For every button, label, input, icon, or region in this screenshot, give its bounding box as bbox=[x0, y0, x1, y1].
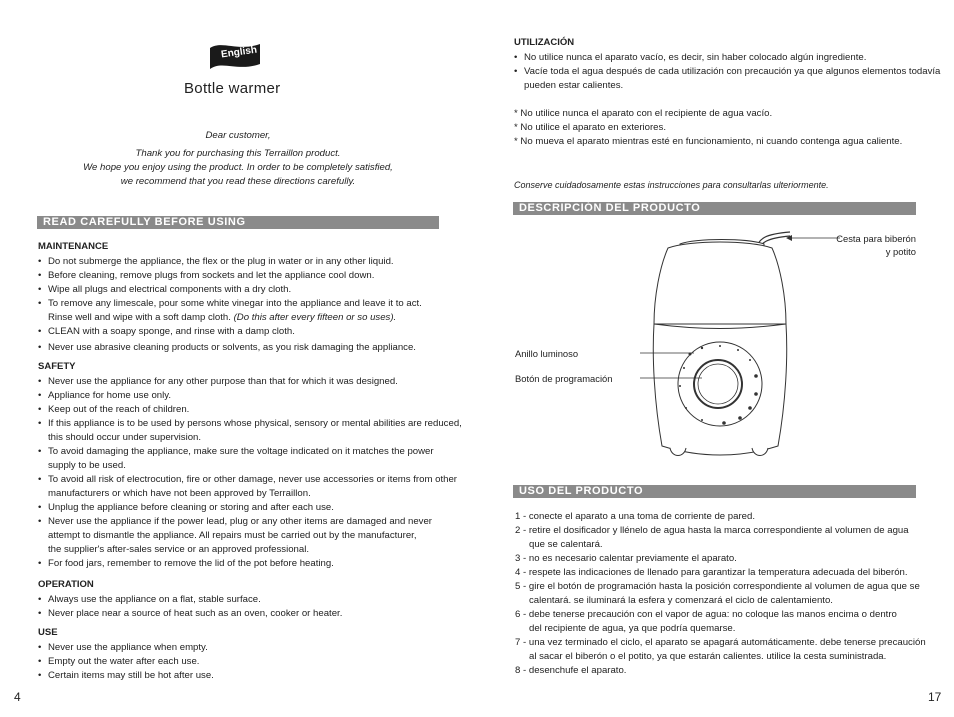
step-line: 7 - una vez terminado el ciclo, el aparato se apagará automáticamente. debe tenerse precaución bbox=[515, 637, 926, 648]
list-item: • No utilice nunca el aparato vacío, es decir, sin haber colocado algún ingrediente. bbox=[514, 51, 940, 65]
list-item: • To avoid damaging the appliance, make sure the voltage indicated on it matches the power supply to be used. bbox=[38, 445, 462, 473]
list-item: • CLEAN with a soapy sponge, and rinse with a damp cloth. bbox=[38, 325, 416, 339]
safety-heading: SAFETY bbox=[38, 361, 76, 372]
bottle-warmer-illustration bbox=[640, 226, 800, 466]
step-line: calentará. se iluminará la esfera y comenzará el ciclo de calentamiento. bbox=[529, 595, 833, 606]
label-basket-line1: Cesta para biberón bbox=[836, 233, 916, 244]
section-bar-descripcion: DESCRIPCIÓN DEL PRODUCTO bbox=[513, 202, 916, 215]
list-item: • Wipe all plugs and electrical components with a dry cloth. bbox=[38, 283, 422, 297]
utilizacion-list bbox=[514, 51, 940, 93]
water-tank bbox=[654, 242, 786, 324]
operation-list bbox=[38, 593, 342, 621]
keep-instructions-note: Conserve cuidadosamente estas instrucciones para consultarlas ulteriormente. bbox=[514, 180, 829, 190]
label-basket bbox=[816, 232, 916, 258]
limescale-italic-note: (Do this after every fifteen or so uses). bbox=[233, 312, 397, 323]
limescale-text: Rinse well and wipe with a soft damp cloth. bbox=[48, 312, 231, 323]
list-item: • Never use abrasive cleaning products or solvents, as you risk damaging the appliance. bbox=[38, 341, 416, 355]
safety-list bbox=[38, 375, 462, 571]
step-line: 2 - retire el dosificador y llénelo de agua hasta la marca correspondiente al volumen de agua bbox=[515, 525, 909, 536]
list-item: • Always use the appliance on a flat, stable surface. bbox=[38, 593, 342, 607]
list-item: • Never use the appliance for any other purpose than that for which it was designed. bbox=[38, 375, 462, 389]
label-basket-line2: y potito bbox=[885, 246, 916, 257]
step-line: 3 - no es necesario calentar previamente el aparato. bbox=[515, 553, 737, 564]
step-line: 6 - debe tenerse precaución con el vapor de agua: no coloque las manos encima o dentro bbox=[515, 609, 897, 620]
usage-steps bbox=[515, 510, 926, 678]
step-line: 5 - gire el botón de programación hasta la posición correspondiente al volumen de agua que se bbox=[515, 581, 920, 592]
list-item: • Before cleaning, remove plugs from sockets and let the appliance cool down. bbox=[38, 269, 422, 283]
operation-heading: OPERATION bbox=[38, 579, 94, 590]
section-bar-read-carefully: READ CAREFULLY BEFORE USING bbox=[37, 216, 439, 229]
use-list bbox=[38, 641, 214, 683]
list-item: • For food jars, remember to remove the lid of the pot before heating. bbox=[38, 557, 462, 571]
maintenance-heading: MAINTENANCE bbox=[38, 241, 109, 252]
list-item: • Never use the appliance when empty. bbox=[38, 641, 214, 655]
page-number-right: 17 bbox=[928, 690, 942, 704]
list-item: • Appliance for home use only. bbox=[38, 389, 462, 403]
list-item: • To avoid all risk of electrocution, fire or other damage, never use accessories or items from other manufacturers or which have not been approved by Terraillon. bbox=[38, 473, 462, 501]
section-bar-uso: USO DEL PRODUCTO bbox=[513, 485, 916, 498]
list-item: • Unplug the appliance before cleaning or storing and after each use. bbox=[38, 501, 462, 515]
list-item: • To remove any limescale, pour some white vinegar into the appliance and leave it to act. bbox=[38, 297, 422, 311]
step-line: 1 - conecte el aparato a una toma de corriente de pared. bbox=[515, 511, 755, 522]
page-number-left: 4 bbox=[14, 690, 21, 704]
use-heading: USE bbox=[38, 627, 58, 638]
warnings-block bbox=[514, 107, 902, 149]
list-item: • Never place near a source of heat such as an oven, cooker or heater. bbox=[38, 607, 342, 621]
list-item: • Do not submerge the appliance, the flex or the plug in water or in any other liquid. bbox=[38, 255, 422, 269]
intro-line: we recommend that you read these directions carefully. bbox=[120, 176, 356, 187]
list-item: • Never use the appliance if the power lead, plug or any other items are damaged and never attempt to dismantle the appliance. All repairs must be carried out by the manufacturer, the supplier's after-sales service or an approved professional. bbox=[38, 515, 462, 557]
list-item: • Empty out the water after each use. bbox=[38, 655, 214, 669]
maintenance-list-cont bbox=[38, 325, 416, 355]
step-line: del recipiente de agua, ya que podría quemarse. bbox=[529, 623, 736, 634]
step-line: 8 - desenchufe el aparato. bbox=[515, 665, 627, 676]
list-item: • If this appliance is to be used by persons whose physical, sensory or mental abilities are reduced, this should occur under supervision. bbox=[38, 417, 462, 445]
list-item: • Certain items may still be hot after use. bbox=[38, 669, 214, 683]
intro-line: Thank you for purchasing this Terraillon product. bbox=[135, 148, 341, 159]
limescale-continuation bbox=[48, 311, 396, 325]
warning-line: * No utilice el aparato en exteriores. bbox=[514, 122, 666, 133]
language-badge-label: English bbox=[220, 44, 258, 61]
warning-line: * No mueva el aparato mientras esté en funcionamiento, ni cuando contenga agua caliente. bbox=[514, 136, 903, 147]
step-line: 4 - respete las indicaciones de llenado para garantizar la temperatura adecuada del biberón. bbox=[515, 567, 908, 578]
intro-line: We hope you enjoy using the product. In order to be completely satisfied, bbox=[83, 162, 393, 173]
intro-greeting: Dear customer, bbox=[205, 130, 271, 141]
label-button: Botón de programación bbox=[515, 373, 613, 384]
page-title: Bottle warmer bbox=[184, 80, 281, 97]
step-line: que se calentará. bbox=[529, 539, 603, 550]
step-line: al sacar el biberón o el potito, ya que estarán calientes. utilice la cesta suministrada. bbox=[529, 651, 887, 662]
utilizacion-heading: UTILIZACIÓN bbox=[514, 37, 575, 48]
language-badge bbox=[208, 42, 262, 72]
label-ring: Anillo luminoso bbox=[515, 348, 579, 359]
warning-line: * No utilice nunca el aparato con el recipiente de agua vacío. bbox=[514, 108, 773, 119]
list-item: • Keep out of the reach of children. bbox=[38, 403, 462, 417]
maintenance-list bbox=[38, 255, 422, 311]
list-item: • Vacíe toda el agua después de cada utilización con precaución ya que algunos elementos todavía pueden estar calientes. bbox=[514, 65, 940, 93]
intro-block bbox=[38, 147, 438, 189]
